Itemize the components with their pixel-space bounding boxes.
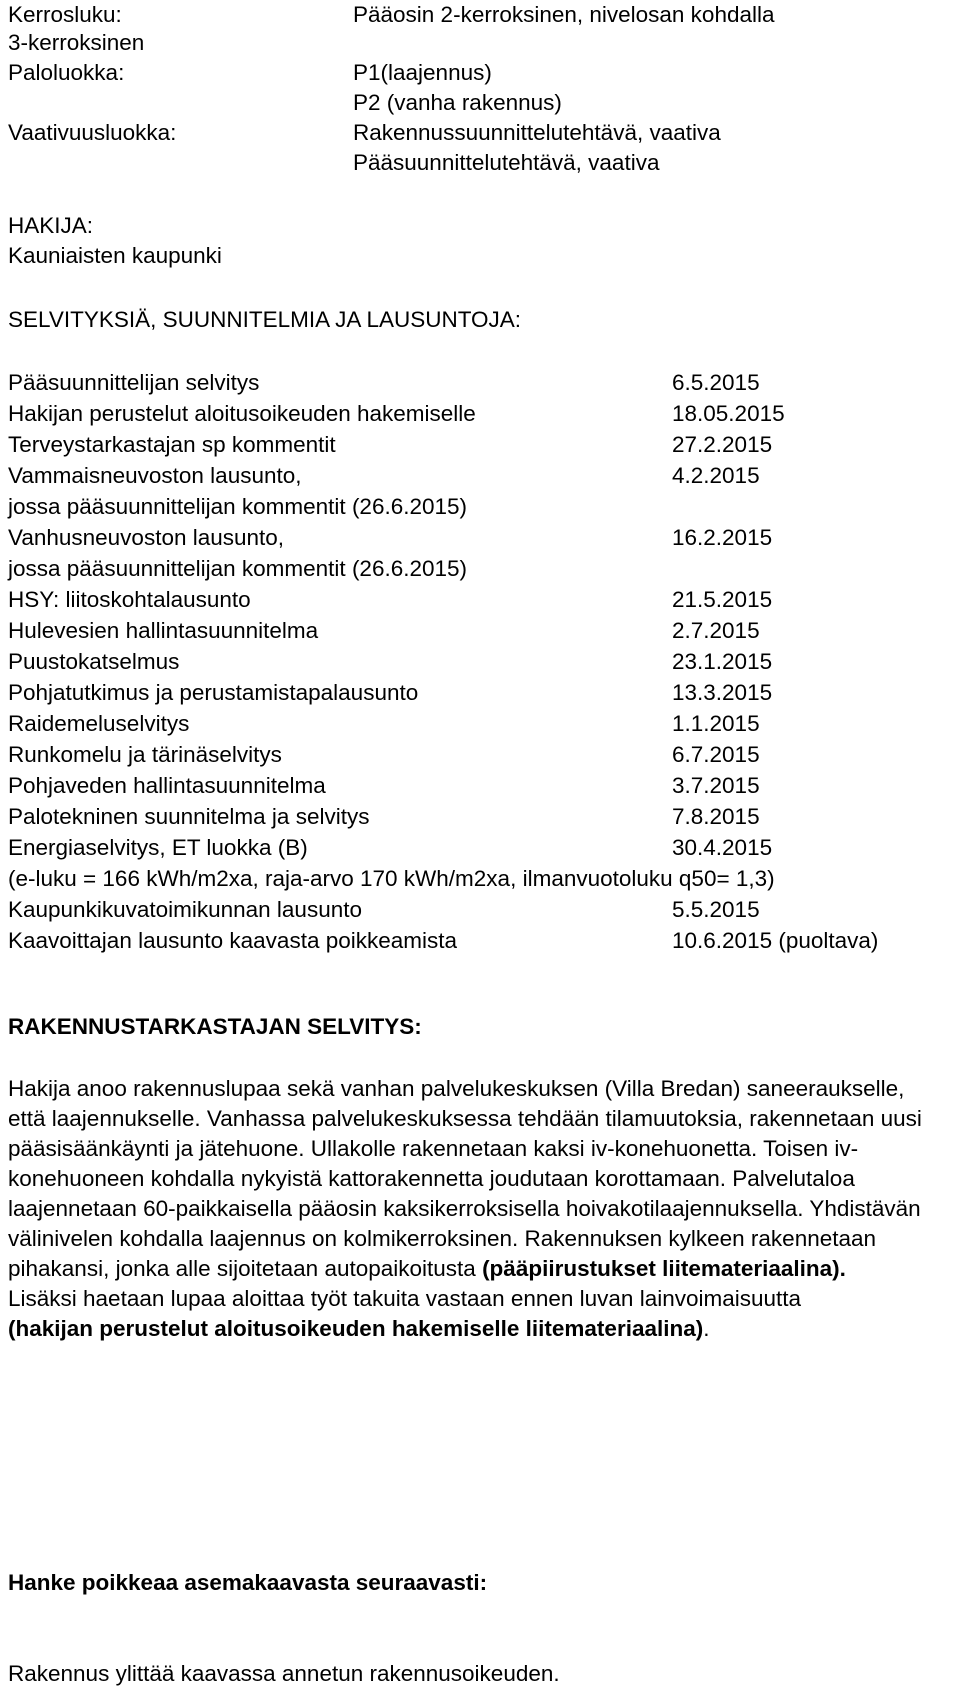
report-date: 10.6.2015 (puoltava) bbox=[672, 928, 879, 953]
property-value: P2 (vanha rakennus) bbox=[353, 90, 562, 115]
report-title: Kaavoittajan lausunto kaavasta poikkeamista bbox=[8, 928, 458, 953]
report-title: Puustokatselmus bbox=[8, 649, 180, 674]
report-item bbox=[8, 584, 953, 615]
report-item bbox=[8, 398, 953, 429]
report-item bbox=[8, 739, 953, 770]
deviation-text: Rakennus ylittää kaavassa annetun rakennusoikeuden. bbox=[8, 1661, 560, 1686]
property-value: Pääsuunnittelutehtävä, vaativa bbox=[353, 150, 660, 175]
report-date: 5.5.2015 bbox=[672, 897, 760, 922]
report-date: 4.2.2015 bbox=[672, 463, 760, 488]
report-title: Energiaselvitys, ET luokka (B) bbox=[8, 835, 308, 860]
report-item bbox=[8, 553, 953, 584]
report-title: Hakijan perustelut aloitusoikeuden hakemiselle bbox=[8, 401, 476, 426]
deviation-heading: Hanke poikkeaa asemakaavasta seuraavasti: bbox=[8, 1570, 488, 1595]
report-item bbox=[8, 615, 953, 646]
report-title: Vammaisneuvoston lausunto, bbox=[8, 463, 302, 488]
report-item bbox=[8, 894, 953, 925]
inspector-text-block bbox=[8, 1074, 948, 1284]
energy-note: (e-luku = 166 kWh/m2xa, raja-arvo 170 kWh/m2xa, ilmanvuotoluku q50= 1,3) bbox=[8, 866, 775, 891]
inspector-text-tail: . bbox=[703, 1316, 710, 1341]
report-item bbox=[8, 367, 953, 398]
report-item bbox=[8, 708, 953, 739]
report-date: 6.5.2015 bbox=[672, 370, 760, 395]
report-date: 30.4.2015 bbox=[672, 835, 773, 860]
property-label: 3-kerroksinen bbox=[8, 30, 145, 55]
report-item bbox=[8, 925, 953, 956]
report-date: 23.1.2015 bbox=[672, 649, 773, 674]
property-label: Kerrosluku: bbox=[8, 2, 122, 27]
report-title: Kaupunkikuvatoimikunnan lausunto bbox=[8, 897, 362, 922]
report-item bbox=[8, 770, 953, 801]
report-title: Pääsuunnittelijan selvitys bbox=[8, 370, 260, 395]
property-value: Rakennussuunnittelutehtävä, vaativa bbox=[353, 120, 721, 145]
report-date: 3.7.2015 bbox=[672, 773, 760, 798]
report-item bbox=[8, 801, 953, 832]
report-title: Pohjatutkimus ja perustamistapalausunto bbox=[8, 680, 419, 705]
report-item bbox=[8, 522, 953, 553]
inspector-paragraph bbox=[8, 1074, 948, 1344]
report-title: Hulevesien hallintasuunnitelma bbox=[8, 618, 319, 643]
report-item bbox=[8, 646, 953, 677]
inspector-heading: RAKENNUSTARKASTAJAN SELVITYS: bbox=[8, 1014, 422, 1039]
report-item bbox=[8, 832, 953, 863]
report-title: Palotekninen suunnitelma ja selvitys bbox=[8, 804, 370, 829]
report-title: jossa pääsuunnittelijan kommentit (26.6.2015) bbox=[8, 494, 468, 519]
report-title: Vanhusneuvoston lausunto, bbox=[8, 525, 285, 550]
applicant-heading: HAKIJA: bbox=[8, 213, 94, 238]
inspector-attachment-note: (hakijan perustelut aloitusoikeuden hakemiselle liitemateriaalina) bbox=[8, 1316, 704, 1341]
report-title: Raidemeluselvitys bbox=[8, 711, 190, 736]
report-item bbox=[8, 429, 953, 460]
report-title: HSY: liitoskohtalausunto bbox=[8, 587, 251, 612]
inspector-attachment-note: (pääpiirustukset liitemateriaalina). bbox=[482, 1256, 846, 1281]
report-date: 18.05.2015 bbox=[672, 401, 785, 426]
report-item bbox=[8, 677, 953, 708]
report-title: jossa pääsuunnittelijan kommentit (26.6.2015) bbox=[8, 556, 468, 581]
report-date: 1.1.2015 bbox=[672, 711, 760, 736]
report-item bbox=[8, 491, 953, 522]
report-title: Runkomelu ja tärinäselvitys bbox=[8, 742, 282, 767]
inspector-text: Lisäksi haetaan lupaa aloittaa työt takuita vastaan ennen luvan lainvoimaisuutta bbox=[8, 1286, 802, 1311]
property-label: Paloluokka: bbox=[8, 60, 125, 85]
reports-heading: SELVITYKSIÄ, SUUNNITELMIA JA LAUSUNTOJA: bbox=[8, 307, 522, 332]
property-label: Vaativuusluokka: bbox=[8, 120, 177, 145]
property-value: Pääosin 2-kerroksinen, nivelosan kohdalla bbox=[353, 2, 775, 27]
report-date: 7.8.2015 bbox=[672, 804, 760, 829]
report-date: 13.3.2015 bbox=[672, 680, 773, 705]
report-title: Pohjaveden hallintasuunnitelma bbox=[8, 773, 326, 798]
inspector-text-block bbox=[8, 1284, 948, 1344]
report-title: Terveystarkastajan sp kommentit bbox=[8, 432, 336, 457]
report-date: 27.2.2015 bbox=[672, 432, 773, 457]
applicant-name: Kauniaisten kaupunki bbox=[8, 243, 222, 268]
inspector-text: Hakija anoo rakennuslupaa sekä vanhan palvelukeskuksen (Villa Bredan) saneeraukselle, että laajennukselle. Vanhassa palvelukeskuksessa tehdään tilamuutoksia, rakennetaan uusi pääsisäänkäynti ja jätehuone. Ullakolle rakennetaan kaksi iv-konehuonetta. Toisen iv-konehuoneen kohdalla nykyistä kattorakennetta joudutaan korottamaan. Palvelutaloa laajennetaan 60-paikkaisella pääosin kaksikerroksisella hoivakotilaajennuksella. Yhdistävän välinivelen kohdalla laajennus on kolmikerroksinen. Rakennuksen kylkeen rakennetaan pihakansi, jonka alle sijoitetaan autopaikoitusta bbox=[8, 1076, 922, 1281]
report-date: 21.5.2015 bbox=[672, 587, 773, 612]
property-value: P1(laajennus) bbox=[353, 60, 492, 85]
report-date: 2.7.2015 bbox=[672, 618, 760, 643]
report-date: 16.2.2015 bbox=[672, 525, 773, 550]
reports-list bbox=[8, 367, 953, 956]
report-date: 6.7.2015 bbox=[672, 742, 760, 767]
report-item bbox=[8, 460, 953, 491]
